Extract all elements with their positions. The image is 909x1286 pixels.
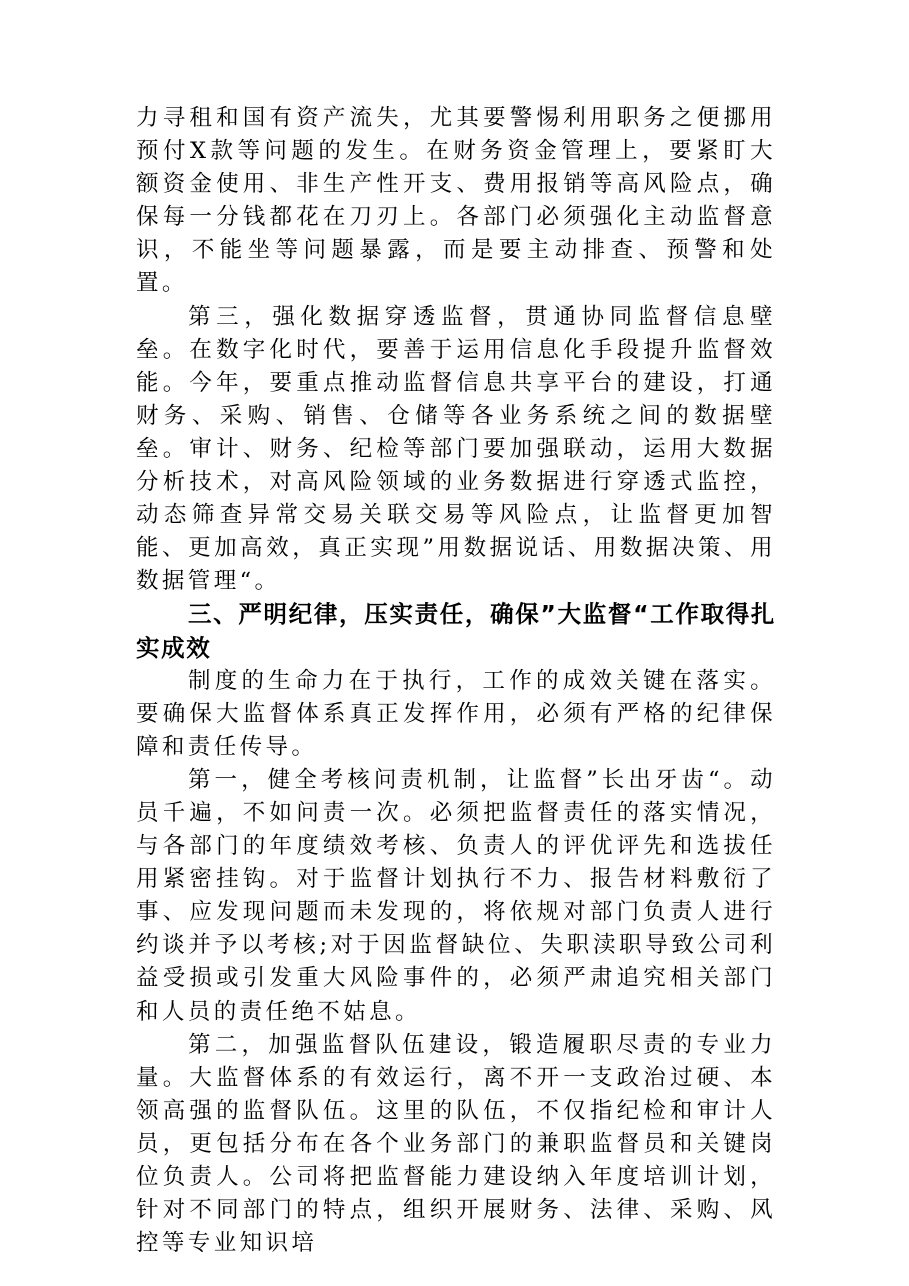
body-paragraph-execution: 制度的生命力在于执行，工作的成效关键在落实。要确保大监督体系真正发挥作用，必须有严格的纪律保障和责任传导。: [136, 667, 776, 760]
body-paragraph-accountability: 第一，健全考核问责机制，让监督”长出牙齿“。动员千遍，不如问责一次。必须把监督责任的落实情况，与各部门的年度绩效考核、负责人的评优评先和选拔任用紧密挂钩。对于监督计划执行不力、报告材料敷衍了事、应发现问题而未发现的，将依规对部门负责人进行约谈并予以考核;对于因监督缺位、失职渎职导致公司利益受损或引发重大风险事件的，必须严肃追究相关部门和人员的责任绝不姑息。: [136, 766, 776, 1025]
body-paragraph-team-building: 第二，加强监督队伍建设，锻造履职尽责的专业力量。大监督体系的有效运行，离不开一支政治过硬、本领高强的监督队伍。这里的队伍，不仅指纪检和审计人员，更包括分布在各个业务部门的兼职监督员和关键岗位负责人。公司将把监督能力建设纳入年度培训计划，针对不同部门的特点，组织开展财务、法律、采购、风控等专业知识培: [136, 1031, 776, 1257]
body-paragraph-continued: 力寻租和国有资产流失，尤其要警惕利用职务之便挪用预付X款等问题的发生。在财务资金管理上，要紧盯大额资金使用、非生产性开支、费用报销等高风险点，确保每一分钱都花在刀刃上。各部门必须强化主动监督意识，不能坐等问题暴露，而是要主动排查、预警和处置。: [136, 105, 776, 297]
section-heading-three: 三、严明纪律，压实责任，确保”大监督“工作取得扎实成效: [136, 600, 776, 662]
body-paragraph-data-supervision: 第三，强化数据穿透监督，贯通协同监督信息壁垒。在数字化时代，要善于运用信息化手段提升监督效能。今年，要重点推动监督信息共享平台的建设，打通财务、采购、销售、仓储等各业务系统之间的数据壁垒。审计、财务、纪检等部门要加强联动，运用大数据分析技术，对高风险领域的业务数据进行穿透式监控，动态筛查异常交易关联交易等风险点，让监督更加智能、更加高效，真正实现”用数据说话、用数据决策、用数据管理“。: [136, 303, 776, 595]
document-page: [136, 102, 776, 1260]
